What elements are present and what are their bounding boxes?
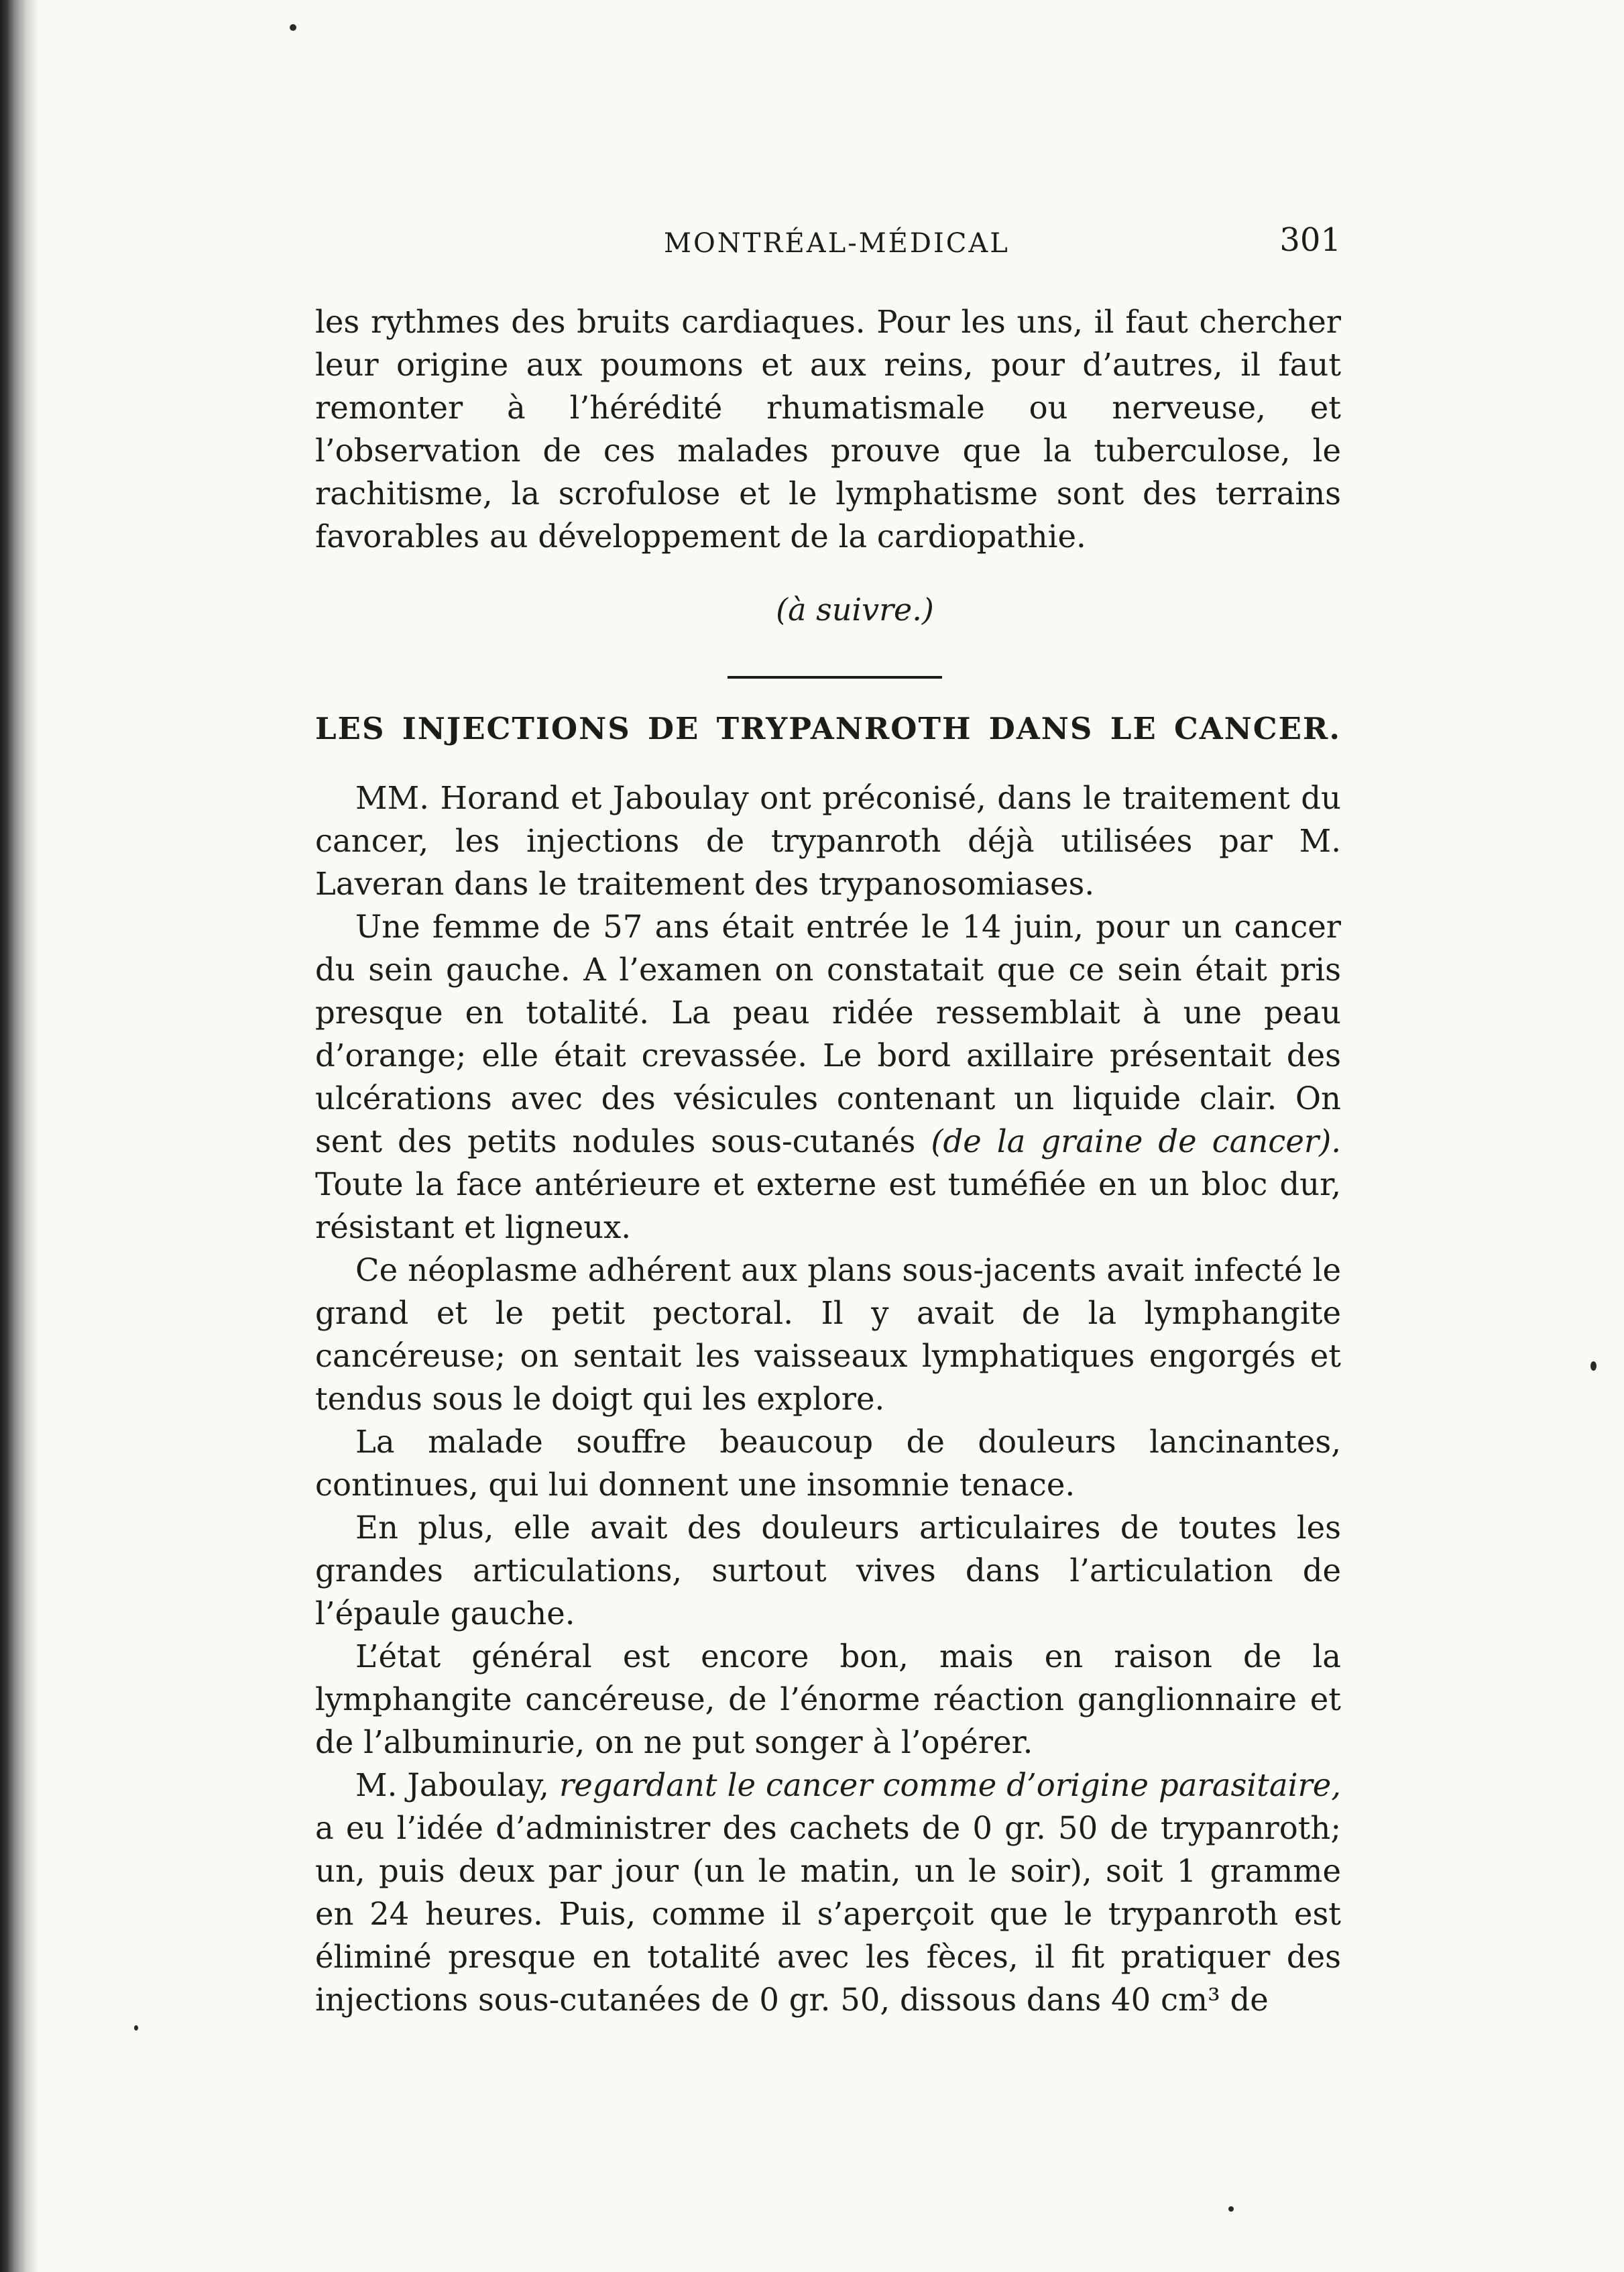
paragraph-1: MM. Horand et Jaboulay ont préconisé, dans le traitement du cancer, les injections de trypanroth déjà utilisées par M. Laveran dans le traitement des trypanosomiases. xyxy=(315,780,1341,902)
paragraph-7 xyxy=(315,1764,1341,2021)
section-divider xyxy=(728,676,942,679)
running-title: MONTRÉAL-MÉDICAL xyxy=(664,228,1010,259)
article-title: LES INJECTIONS DE TRYPANROTH DANS LE CANCER. xyxy=(315,711,1341,746)
scan-speck xyxy=(1228,2206,1234,2212)
paragraph-6: L’état général est encore bon, mais en raison de la lymphangite cancéreuse, de l’énorme réaction ganglionnaire et de l’albuminurie, on ne put songer à l’opérer. xyxy=(315,1638,1341,1760)
paragraph-2-tail: Toute la face antérieure et externe est tuméfiée en un bloc dur, résistant et ligneux. xyxy=(315,1166,1341,1245)
paragraph-5: En plus, elle avait des douleurs articulaires de toutes les grandes articulations, surtout vives dans l’articulation de l’épaule gauche. xyxy=(315,1510,1341,1632)
paragraph-7-text: M. Jaboulay, xyxy=(355,1767,549,1803)
article-body xyxy=(315,777,1341,2021)
paragraph-2-text: Une femme de 57 ans était entrée le 14 juin, pour un cancer du sein gauche. A l’examen on constatait que ce sein était pris presque en totalité. La peau ridée ressemblait à une peau d’orange; elle était crevassée. Le bord axillaire présentait des ulcérations avec des vésicules contenant un liquide clair. On sent des petits nodules sous-cutanés xyxy=(315,909,1341,1159)
paragraph-2 xyxy=(315,905,1341,1249)
continuation-text: les rythmes des bruits cardiaques. Pour les uns, il faut chercher leur origine aux poumons et aux reins, pour d’autres, il faut remonter à l’hérédité rhumatismale ou nerveuse, et l’observation de ces malades prouve que la tuberculose, le rachitisme, la scrofulose et le lymphatisme sont des terrains favorables au développement de la cardiopathie. xyxy=(315,304,1341,555)
paragraph-4: La malade souffre beaucoup de douleurs lancinantes, continues, qui lui donnent une insomnie tenace. xyxy=(315,1424,1341,1503)
continuation-paragraph xyxy=(315,300,1341,558)
page-number: 301 xyxy=(1279,221,1341,259)
paragraph-3: Ce néoplasme adhérent aux plans sous-jacents avait infecté le grand et le petit pectoral. Il y avait de la lymphangite cancéreuse; on sentait les vaisseaux lymphatiques engorgés et tendus sous le doigt qui les explore. xyxy=(315,1252,1341,1417)
scan-speck xyxy=(290,24,296,31)
paragraph-7-tail: a eu l’idée d’administrer des cachets de 0 gr. 50 de trypanroth; un, puis deux par jour (un le matin, un le soir), soit 1 gramme en 24 heures. Puis, comme il s’aperçoit que le trypanroth est éliminé presque en totalité avec les fèces, il fit pratiquer des injections sous-cutanées de 0 gr. 50, dissous dans 40 cm³ de xyxy=(315,1810,1341,2018)
scan-binding-edge xyxy=(0,0,39,2272)
to-follow-note: (à suivre.) xyxy=(776,591,934,628)
scan-speck xyxy=(1590,1361,1597,1371)
paragraph-7-italic: regardant le cancer comme d’origine parasitaire, xyxy=(559,1767,1341,1803)
scan-speck xyxy=(134,2025,138,2031)
paragraph-2-italic: (de la graine de cancer). xyxy=(931,1123,1342,1159)
